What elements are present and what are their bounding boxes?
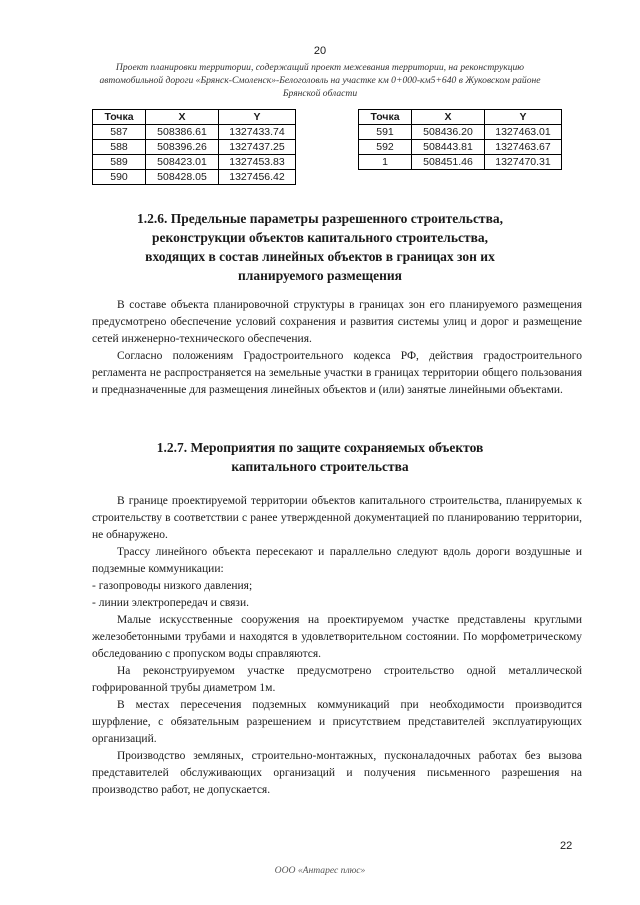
coordinates-table-right xyxy=(358,109,562,170)
cell-x: 508386.61 xyxy=(146,125,219,140)
document-header xyxy=(70,61,570,100)
section-heading-1-2-7 xyxy=(95,438,545,476)
cell-y: 1327456.42 xyxy=(219,170,296,185)
section-1-2-6-body xyxy=(92,297,582,399)
cell-y: 1327453.83 xyxy=(219,155,296,170)
cell-point: 589 xyxy=(93,155,146,170)
cell-point: 590 xyxy=(93,170,146,185)
header-line: Брянской области xyxy=(282,88,358,99)
cell-point: 591 xyxy=(359,125,412,140)
cell-point: 588 xyxy=(93,140,146,155)
table-row xyxy=(359,140,562,155)
header-line: Проект планировки территории, содержащий проект межевания территории, на реконструкцию xyxy=(115,62,525,73)
list-item: - линии электропередач и связи. xyxy=(92,597,249,609)
cell-x: 508436.20 xyxy=(412,125,485,140)
cell-x: 508396.26 xyxy=(146,140,219,155)
paragraph: В границе проектируемой территории объектов капитального строительства, планируемых к строительству в соответствии с ранее утвержденной документацией по планированию территории, не обнаружено. xyxy=(92,495,582,541)
table-row xyxy=(93,155,296,170)
cell-y: 1327433.74 xyxy=(219,125,296,140)
paragraph: В местах пересечения подземных коммуникаций при необходимости производится шурфление, с обязательным разрешением и присутствием представителей эксплуатирующих организаций. xyxy=(92,699,582,745)
column-header-x: X xyxy=(412,110,485,125)
column-header-point: Точка xyxy=(359,110,412,125)
paragraph: В составе объекта планировочной структуры в границах зон его планируемого размещения предусмотрено обеспечение условий сохранения и развития системы улиц и дорог и размещение сетей инженерно-технического обеспечения. xyxy=(92,299,582,345)
column-header-y: Y xyxy=(219,110,296,125)
column-header-x: X xyxy=(146,110,219,125)
heading-line: планируемого размещения xyxy=(238,268,402,283)
heading-line: 1.2.7. Мероприятия по защите сохраняемых объектов xyxy=(156,440,484,455)
heading-line: входящих в состав линейных объектов в границах зон их xyxy=(145,249,495,264)
table-row xyxy=(359,125,562,140)
cell-y: 1327463.01 xyxy=(485,125,562,140)
coordinates-table-left xyxy=(92,109,296,185)
cell-x: 508443.81 xyxy=(412,140,485,155)
cell-point: 587 xyxy=(93,125,146,140)
cell-y: 1327437.25 xyxy=(219,140,296,155)
cell-x: 508451.46 xyxy=(412,155,485,170)
section-heading-1-2-6 xyxy=(95,209,545,285)
column-header-point: Точка xyxy=(93,110,146,125)
cell-point: 592 xyxy=(359,140,412,155)
list-item: - газопроводы низкого давления; xyxy=(92,580,253,592)
table-row xyxy=(359,155,562,170)
heading-line: реконструкции объектов капитального строительства, xyxy=(151,230,489,245)
paragraph: Малые искусственные сооружения на проектируемом участке представлены круглыми железобетонными трубами и находятся в удовлетворительном состоянии. По морфометрическому обследованию с пропуском воды справляются. xyxy=(92,614,582,660)
table-row xyxy=(93,125,296,140)
table-row xyxy=(93,140,296,155)
cell-y: 1327463.67 xyxy=(485,140,562,155)
section-1-2-7-body xyxy=(92,493,582,799)
document-footer: ООО «Антарес плюс» xyxy=(274,865,366,876)
heading-line: 1.2.6. Предельные параметры разрешенного строительства, xyxy=(137,211,503,226)
table-header-row xyxy=(93,110,296,125)
column-header-y: Y xyxy=(485,110,562,125)
paragraph: На реконструируемом участке предусмотрено строительство одной металлической гофрированной трубы диаметром 1м. xyxy=(92,665,582,694)
heading-line: капитального строительства xyxy=(231,459,409,474)
paragraph: Согласно положениям Градостроительного кодекса РФ, действия градостроительного регламента не распространяется на земельные участки в границах территории общего пользования и предназначенные для размещения линейных объектов и (или) занятые линейными объектами. xyxy=(92,350,582,396)
cell-point: 1 xyxy=(359,155,412,170)
cell-x: 508428.05 xyxy=(146,170,219,185)
paragraph: Трассу линейного объекта пересекают и параллельно следуют вдоль дороги воздушные и подземные коммуникации: xyxy=(92,546,582,575)
paragraph: Производство земляных, строительно-монтажных, пусконаладочных работах без вызова представителей обслуживающих организаций и получения письменного разрешения на производство работ, не допускается. xyxy=(92,750,582,796)
cell-y: 1327470.31 xyxy=(485,155,562,170)
cell-x: 508423.01 xyxy=(146,155,219,170)
page-number-bottom: 22 xyxy=(560,840,573,852)
table-header-row xyxy=(359,110,562,125)
header-line: автомобильной дороги «Брянск-Смоленск»-Белоголовль на участке км 0+000-км5+640 в Жуковском районе xyxy=(99,75,541,86)
page-number-top: 20 xyxy=(313,45,327,57)
table-row xyxy=(93,170,296,185)
